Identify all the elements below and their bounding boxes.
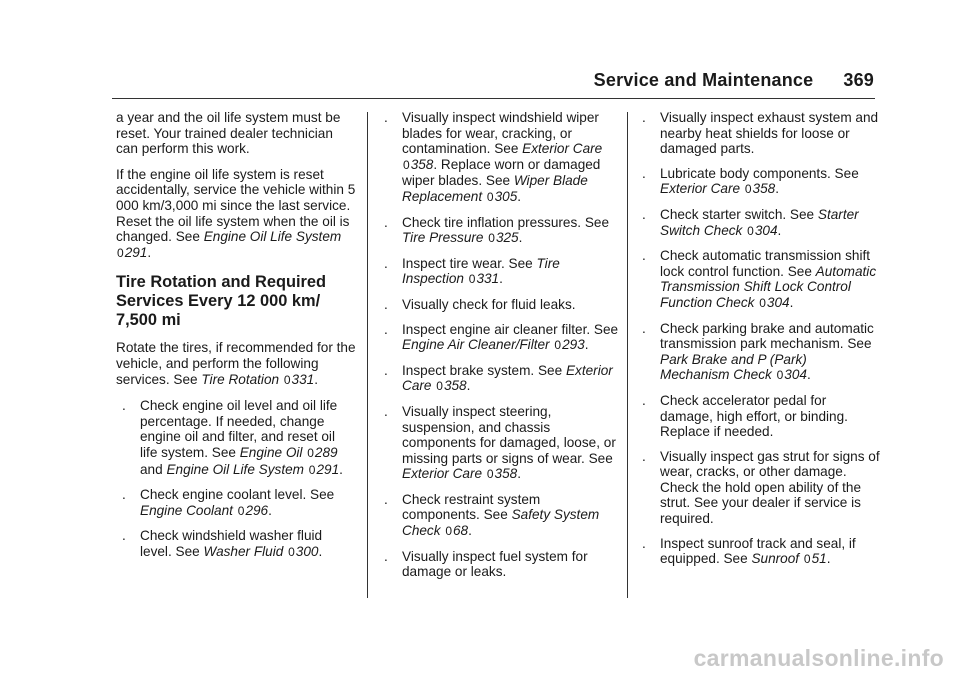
page-ref[interactable]: 304: [784, 367, 807, 383]
list-item: [378, 215, 620, 247]
page-ref-icon: 0: [486, 189, 494, 204]
bullet-icon: .: [122, 528, 126, 544]
bullet-icon: .: [384, 214, 388, 230]
bullet-icon: .: [384, 110, 388, 125]
bullet-icon: .: [384, 296, 388, 312]
list-item: [116, 528, 356, 560]
cross-reference-link[interactable]: Exterior Care: [660, 181, 741, 197]
page-ref[interactable]: 300: [295, 543, 319, 559]
page-ref-icon: 0: [747, 223, 754, 238]
page-header: [594, 70, 874, 91]
page-ref[interactable]: 358: [443, 378, 467, 394]
list-item-text: Check accelerator pedal for damage, high effort, or binding. Replace if needed.: [660, 392, 848, 440]
cross-reference-link[interactable]: Automatic Transmission Shift Lock Control Function Check: [660, 263, 877, 310]
cross-reference-link[interactable]: Tire Inspection: [402, 255, 560, 287]
list-item: [378, 110, 620, 206]
bullet-icon: .: [642, 165, 646, 181]
cross-reference-link[interactable]: Exterior Care: [402, 362, 613, 394]
bullet-icon: .: [642, 448, 646, 464]
list-item: [636, 393, 880, 440]
header-rule: [112, 98, 875, 99]
list-item: [636, 110, 880, 157]
list-item: [636, 166, 880, 198]
column-3: [636, 110, 880, 577]
list-item: [378, 492, 620, 540]
list-item-text: Inspect brake system. See Exterior Care 0358.: [402, 362, 613, 394]
bullet-icon: .: [122, 398, 126, 414]
cross-reference-link[interactable]: Engine Coolant: [140, 502, 233, 518]
list-item: [378, 549, 620, 580]
cross-reference-link[interactable]: Starter Switch Check: [660, 206, 859, 238]
page-ref-icon: 0: [554, 338, 562, 353]
page-ref-icon: 0: [283, 372, 291, 387]
bullet-icon: .: [384, 321, 388, 337]
cross-reference-link[interactable]: Sunroof: [751, 551, 800, 567]
page-ref-icon: 0: [468, 272, 476, 287]
cross-reference-link[interactable]: Washer Fluid: [203, 543, 284, 559]
page-ref-icon: 0: [445, 524, 452, 539]
page-ref-icon: 0: [308, 462, 316, 477]
cross-reference-link[interactable]: Engine Oil Life System: [203, 229, 342, 245]
list-item: [636, 321, 880, 384]
cross-reference-link[interactable]: Tire Pressure: [402, 230, 484, 246]
page-ref[interactable]: 358: [494, 466, 518, 482]
bullet-icon: .: [642, 248, 646, 264]
paragraph: Rotate the tires, if recommended for the vehicle, and perform the following services. See Tire Rotation 0331.: [116, 340, 356, 387]
list-item: [116, 487, 356, 519]
page-ref-icon: 0: [436, 379, 443, 394]
page-ref[interactable]: 358: [752, 181, 776, 197]
section-heading: Tire Rotation and Required Services Every 12 000 km/ 7,500 mi: [116, 273, 327, 330]
list-item: [378, 297, 620, 313]
column-1: [116, 110, 356, 569]
page-ref[interactable]: 293: [562, 337, 585, 353]
list-item: [636, 207, 880, 239]
list-item: [636, 449, 880, 527]
list-item-text: Check windshield washer fluid level. See Washer Fluid 0300.: [140, 528, 323, 559]
paragraph: a year and the oil life system must be reset. Your trained dealer technician can perform this work.: [116, 110, 341, 157]
page-ref-icon: 0: [759, 295, 766, 310]
list-item-text: Visually inspect gas strut for signs of wear, cracks, or other damage. Check the hold open ability of the strut. See your dealer if service is required.: [660, 448, 880, 527]
cross-reference-link[interactable]: Exterior Care: [522, 141, 603, 157]
list-item-text: Visually inspect fuel system for damage or leaks.: [402, 548, 588, 580]
list-item: [378, 256, 620, 288]
bullet-icon: .: [384, 362, 388, 378]
list-item-text: Visually inspect windshield wiper blades for wear, cracking, or contamination. See Exterior Care 0358. Replace worn or damaged wiper blades. See Wiper Blade Replacement 0305.: [402, 110, 603, 204]
list-item-text: Visually check for fluid leaks.: [402, 296, 576, 312]
list-item-text: Check parking brake and automatic transmission park mechanism. See Park Brake and P (Park) Mechanism Check 0304.: [660, 320, 874, 383]
column-divider: [627, 112, 628, 598]
page-ref[interactable]: 291: [316, 461, 340, 477]
page-ref-icon: 0: [776, 368, 784, 383]
cross-reference-link[interactable]: Tire Rotation: [201, 371, 280, 387]
list-item-text: Inspect tire wear. See Tire Inspection 0331.: [402, 255, 560, 287]
column-2: [378, 110, 620, 589]
list-item-text: Check engine coolant level. See Engine Coolant 0296.: [140, 487, 335, 518]
page-ref[interactable]: 51: [811, 551, 827, 567]
bullet-icon: .: [122, 487, 126, 503]
cross-reference-link[interactable]: Exterior Care: [402, 466, 483, 482]
cross-reference-link[interactable]: Engine Oil: [239, 444, 303, 460]
bullet-icon: .: [642, 110, 646, 125]
page-ref-icon: 0: [486, 467, 494, 482]
page-ref[interactable]: 68: [453, 523, 469, 539]
page-ref-icon: 0: [288, 544, 295, 559]
page-ref[interactable]: 331: [291, 371, 315, 387]
page-ref-icon: 0: [803, 552, 811, 567]
page-ref[interactable]: 304: [766, 294, 790, 310]
list-item-text: Check tire inflation pressures. See Tire Pressure 0325.: [402, 214, 610, 246]
cross-reference-link[interactable]: Wiper Blade Replacement: [402, 173, 588, 204]
page-ref-icon: 0: [237, 503, 245, 518]
list-item-text: Check automatic transmission shift lock control function. See Automatic Transmission Shift Lock Control Function Check 0304.: [660, 248, 877, 310]
list-item: [636, 536, 880, 568]
page-ref[interactable]: 289: [314, 444, 338, 460]
page-ref-icon: 0: [744, 182, 752, 197]
bullet-icon: .: [642, 206, 646, 222]
list-item-text: Visually inspect exhaust system and nearby heat shields for loose or damaged parts.: [660, 110, 879, 157]
page-number: 369: [843, 70, 874, 90]
list-item-text: Lubricate body components. See Exterior Care 0358.: [660, 165, 859, 197]
cross-reference-link[interactable]: Park Brake and P (Park) Mechanism Check: [660, 351, 807, 383]
page-ref-icon: 0: [403, 157, 410, 172]
page-ref[interactable]: 305: [494, 188, 518, 204]
bullet-icon: .: [642, 535, 646, 551]
bullet-icon: .: [384, 548, 388, 564]
list-item: [636, 248, 880, 311]
section-title: Service and Maintenance: [593, 70, 814, 90]
bullet-icon: .: [642, 320, 646, 336]
list-item: [378, 322, 620, 354]
page-ref-icon: 0: [488, 231, 495, 246]
list-item-text: Check restraint system components. See Safety System Check 068.: [402, 491, 600, 539]
cross-reference-link[interactable]: Engine Oil Life System: [166, 461, 304, 477]
page-ref[interactable]: 358: [410, 156, 434, 172]
page-ref[interactable]: 325: [495, 230, 519, 246]
paragraph: If the engine oil life system is reset accidentally, service the vehicle within 5 000 km/3,000 mi since the last service. Reset the oil life system when the oil is changed. See Engine Oil Life System 0291.: [116, 166, 356, 260]
page-ref[interactable]: 331: [476, 271, 500, 287]
list-item-text: Check engine oil level and oil life percentage. If needed, change engine oil and filter, and reset oil life system. See Engine Oil 0289 and Engine Oil Life System 0291.: [140, 398, 343, 477]
list-item-text: Check starter switch. See Starter Switch Check 0304.: [660, 206, 859, 238]
page-ref[interactable]: 291: [124, 244, 148, 260]
bullet-icon: .: [642, 392, 646, 408]
page-ref[interactable]: 296: [245, 502, 269, 518]
list-item: [378, 404, 620, 483]
bullet-icon: .: [384, 255, 388, 271]
list-item: [116, 398, 356, 478]
page-ref[interactable]: 304: [754, 222, 778, 238]
column-divider: [367, 112, 368, 598]
list-item-text: Inspect engine air cleaner filter. See Engine Air Cleaner/Filter 0293.: [402, 321, 619, 353]
cross-reference-link[interactable]: Safety System Check: [402, 507, 600, 539]
list-item-text: Visually inspect steering, suspension, and chassis components for damaged, loose, or missing parts or signs of wear. See Exterior Care 0358.: [402, 403, 616, 482]
watermark: carmanualsonline.info: [693, 645, 944, 671]
list-item-text: Inspect sunroof track and seal, if equipped. See Sunroof 051.: [660, 535, 856, 567]
page-ref-icon: 0: [307, 445, 314, 460]
bullet-icon: .: [384, 491, 388, 507]
cross-reference-link[interactable]: Engine Air Cleaner/Filter: [402, 337, 550, 353]
bullet-icon: .: [384, 403, 388, 419]
page-ref-icon: 0: [117, 245, 124, 260]
list-item: [378, 363, 620, 395]
